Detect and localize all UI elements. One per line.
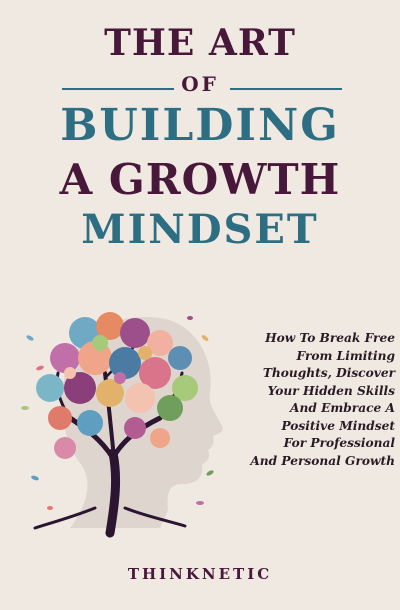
subtitle-line: For Professional [283, 436, 395, 450]
title-line-2: OF [181, 72, 219, 96]
author-name: THINKNETIC [127, 565, 273, 583]
subtitle-line: Positive Mindset [281, 418, 395, 433]
divider-right [230, 88, 342, 90]
subtitle-line: How To Break Free [265, 331, 395, 345]
tree-head-icon [10, 278, 240, 543]
title-line-4: A GROWTH [59, 155, 341, 204]
subtitle-line: And Embrace A [290, 401, 395, 415]
title-line-1: THE ART [104, 22, 296, 64]
subtitle [210, 330, 395, 470]
subtitle-line: From Limiting [296, 348, 395, 363]
subtitle-line: Your Hidden Skills [267, 383, 395, 398]
title-line-5: MINDSET [81, 206, 319, 253]
subtitle-line: And Personal Growth [250, 453, 395, 468]
title-line-3: BUILDING [60, 100, 340, 151]
subtitle-line: Thoughts, Discover [262, 366, 395, 380]
